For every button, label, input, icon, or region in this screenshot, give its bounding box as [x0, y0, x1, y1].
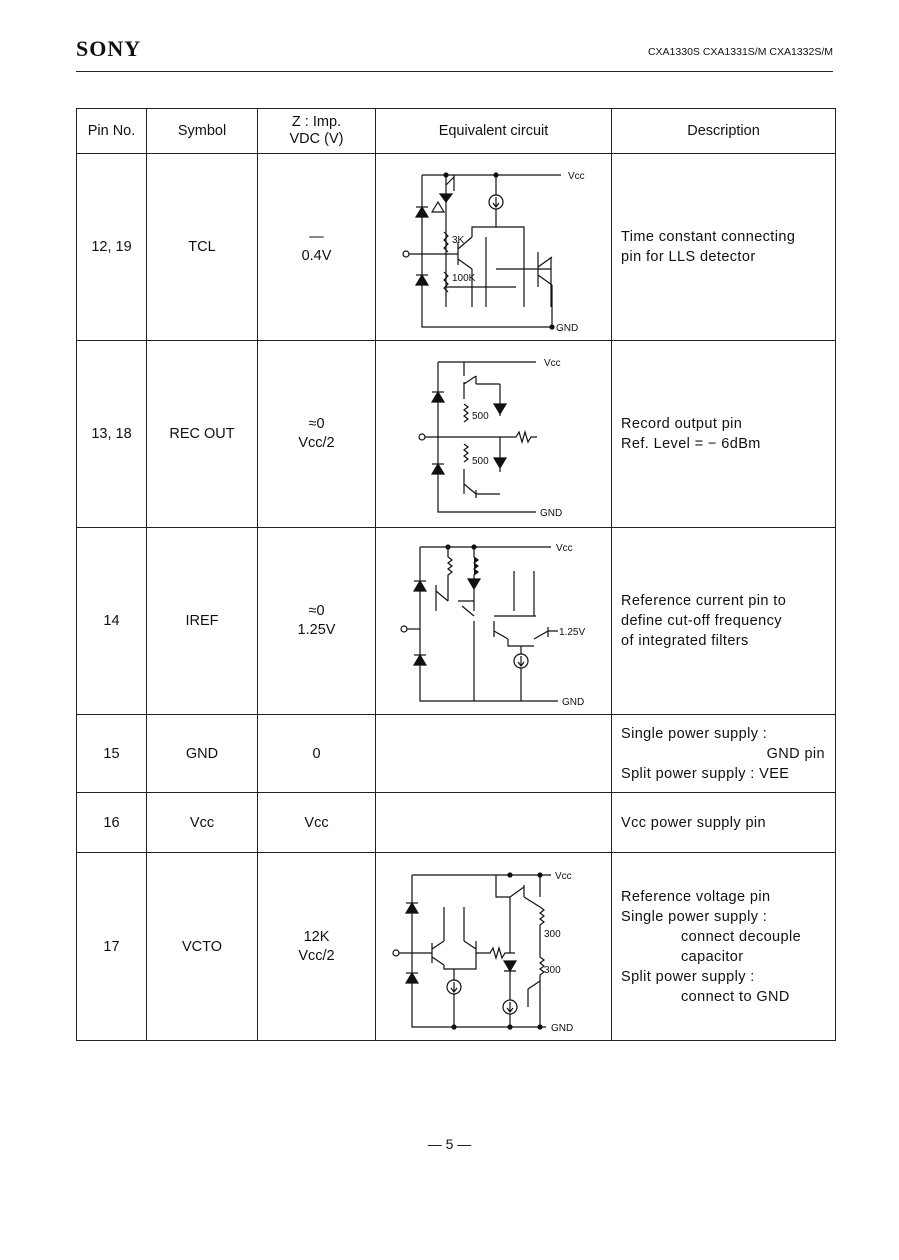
resistor-label: 3K: [452, 235, 465, 246]
desc-line: of integrated filters: [621, 633, 749, 649]
desc-line: pin for LLS detector: [621, 249, 756, 265]
table-row: [77, 341, 836, 528]
impedance: [258, 853, 376, 1041]
pin-number: 15: [77, 715, 147, 793]
desc-line: Ref. Level = − 6dBm: [621, 436, 761, 452]
pin-description-table: [76, 108, 836, 1041]
equivalent-circuit: [376, 793, 612, 853]
voltage-label: 1.25V: [559, 627, 586, 638]
dc-voltage: 0.4V: [301, 248, 332, 264]
resistor-label: 500: [472, 411, 489, 422]
equivalent-circuit: [376, 341, 612, 528]
table-row: [77, 853, 836, 1041]
sony-logo: SONY: [76, 36, 142, 61]
col-description: Description: [612, 109, 836, 154]
impedance: 0: [258, 715, 376, 793]
impedance-value: 12K: [303, 928, 330, 945]
col-symbol: Symbol: [147, 109, 258, 154]
col-impedance-line1: Z : Imp.: [291, 114, 342, 130]
equivalent-circuit: [376, 154, 612, 341]
impedance-value: ≈0: [308, 603, 325, 619]
vcto-circuit-diagram: [376, 857, 612, 1037]
desc-line: define cut-off frequency: [621, 613, 782, 629]
impedance: [258, 341, 376, 528]
table-row: [77, 528, 836, 715]
col-pin-no: Pin No.: [77, 109, 147, 154]
description: [612, 715, 836, 793]
desc-line: GND pin: [766, 745, 825, 762]
symbol: Vcc: [147, 793, 258, 853]
gnd-label: GND: [556, 323, 579, 334]
iref-circuit-diagram: [376, 531, 612, 711]
desc-line: connect to GND: [681, 988, 790, 1005]
rec-out-circuit-diagram: [376, 344, 612, 524]
resistor-label: 100K: [452, 273, 476, 284]
resistor-label: 300: [544, 964, 561, 976]
pin-number: 14: [77, 528, 147, 715]
symbol: VCTO: [147, 853, 258, 1041]
equivalent-circuit: [376, 853, 612, 1041]
gnd-label: GND: [540, 508, 563, 519]
description: [612, 528, 836, 715]
pin-number: 13, 18: [77, 341, 147, 528]
col-equivalent-circuit: Equivalent circuit: [376, 109, 612, 154]
impedance-value: ≈0: [308, 416, 325, 432]
equivalent-circuit: [376, 528, 612, 715]
vcc-label: Vcc: [555, 870, 572, 882]
impedance: [258, 528, 376, 715]
dc-voltage: 1.25V: [297, 622, 336, 638]
header-rule: [76, 71, 833, 72]
pin-number: 17: [77, 853, 147, 1041]
desc-line: Split power supply : VEE: [621, 765, 790, 782]
impedance-value: —: [309, 229, 324, 245]
description: [612, 853, 836, 1041]
description: [612, 154, 836, 341]
desc-line: connect decouple: [681, 928, 802, 945]
col-impedance: [258, 109, 376, 154]
dc-voltage: Vcc/2: [298, 947, 335, 964]
impedance: Vcc: [258, 793, 376, 853]
resistor-label: 500: [472, 456, 489, 467]
table-header-row: [77, 109, 836, 154]
description: [612, 341, 836, 528]
resistor-label: 300: [544, 928, 561, 940]
tcl-circuit-diagram: [376, 157, 612, 337]
desc-line: Single power supply :: [621, 908, 768, 925]
desc-line: Reference voltage pin: [621, 888, 771, 905]
vcc-label: Vcc: [556, 543, 573, 554]
symbol: GND: [147, 715, 258, 793]
vcc-label: Vcc: [568, 171, 585, 182]
desc-line: Vcc power supply pin: [621, 814, 767, 831]
desc-line: Split power supply :: [621, 968, 755, 985]
table-row: [77, 793, 836, 853]
gnd-label: GND: [562, 697, 585, 708]
equivalent-circuit: [376, 715, 612, 793]
pin-number: 16: [77, 793, 147, 853]
desc-line: Record output pin: [621, 416, 743, 432]
dc-voltage: Vcc/2: [298, 435, 335, 451]
col-impedance-line2: VDC (V): [289, 131, 344, 147]
desc-line: Time constant connecting: [621, 229, 796, 245]
symbol: IREF: [147, 528, 258, 715]
page-number: — 5 —: [427, 1136, 472, 1152]
vcc-label: Vcc: [544, 358, 561, 369]
impedance: [258, 154, 376, 341]
desc-line: capacitor: [681, 948, 744, 965]
symbol: TCL: [147, 154, 258, 341]
table-row: [77, 154, 836, 341]
description: [612, 793, 836, 853]
desc-line: Single power supply :: [621, 725, 768, 742]
gnd-label: GND: [551, 1022, 574, 1034]
pin-number: 12, 19: [77, 154, 147, 341]
table-row: [77, 715, 836, 793]
symbol: REC OUT: [147, 341, 258, 528]
desc-line: Reference current pin to: [621, 593, 787, 609]
part-numbers: CXA1330S CXA1331S/M CXA1332S/M: [647, 46, 833, 58]
